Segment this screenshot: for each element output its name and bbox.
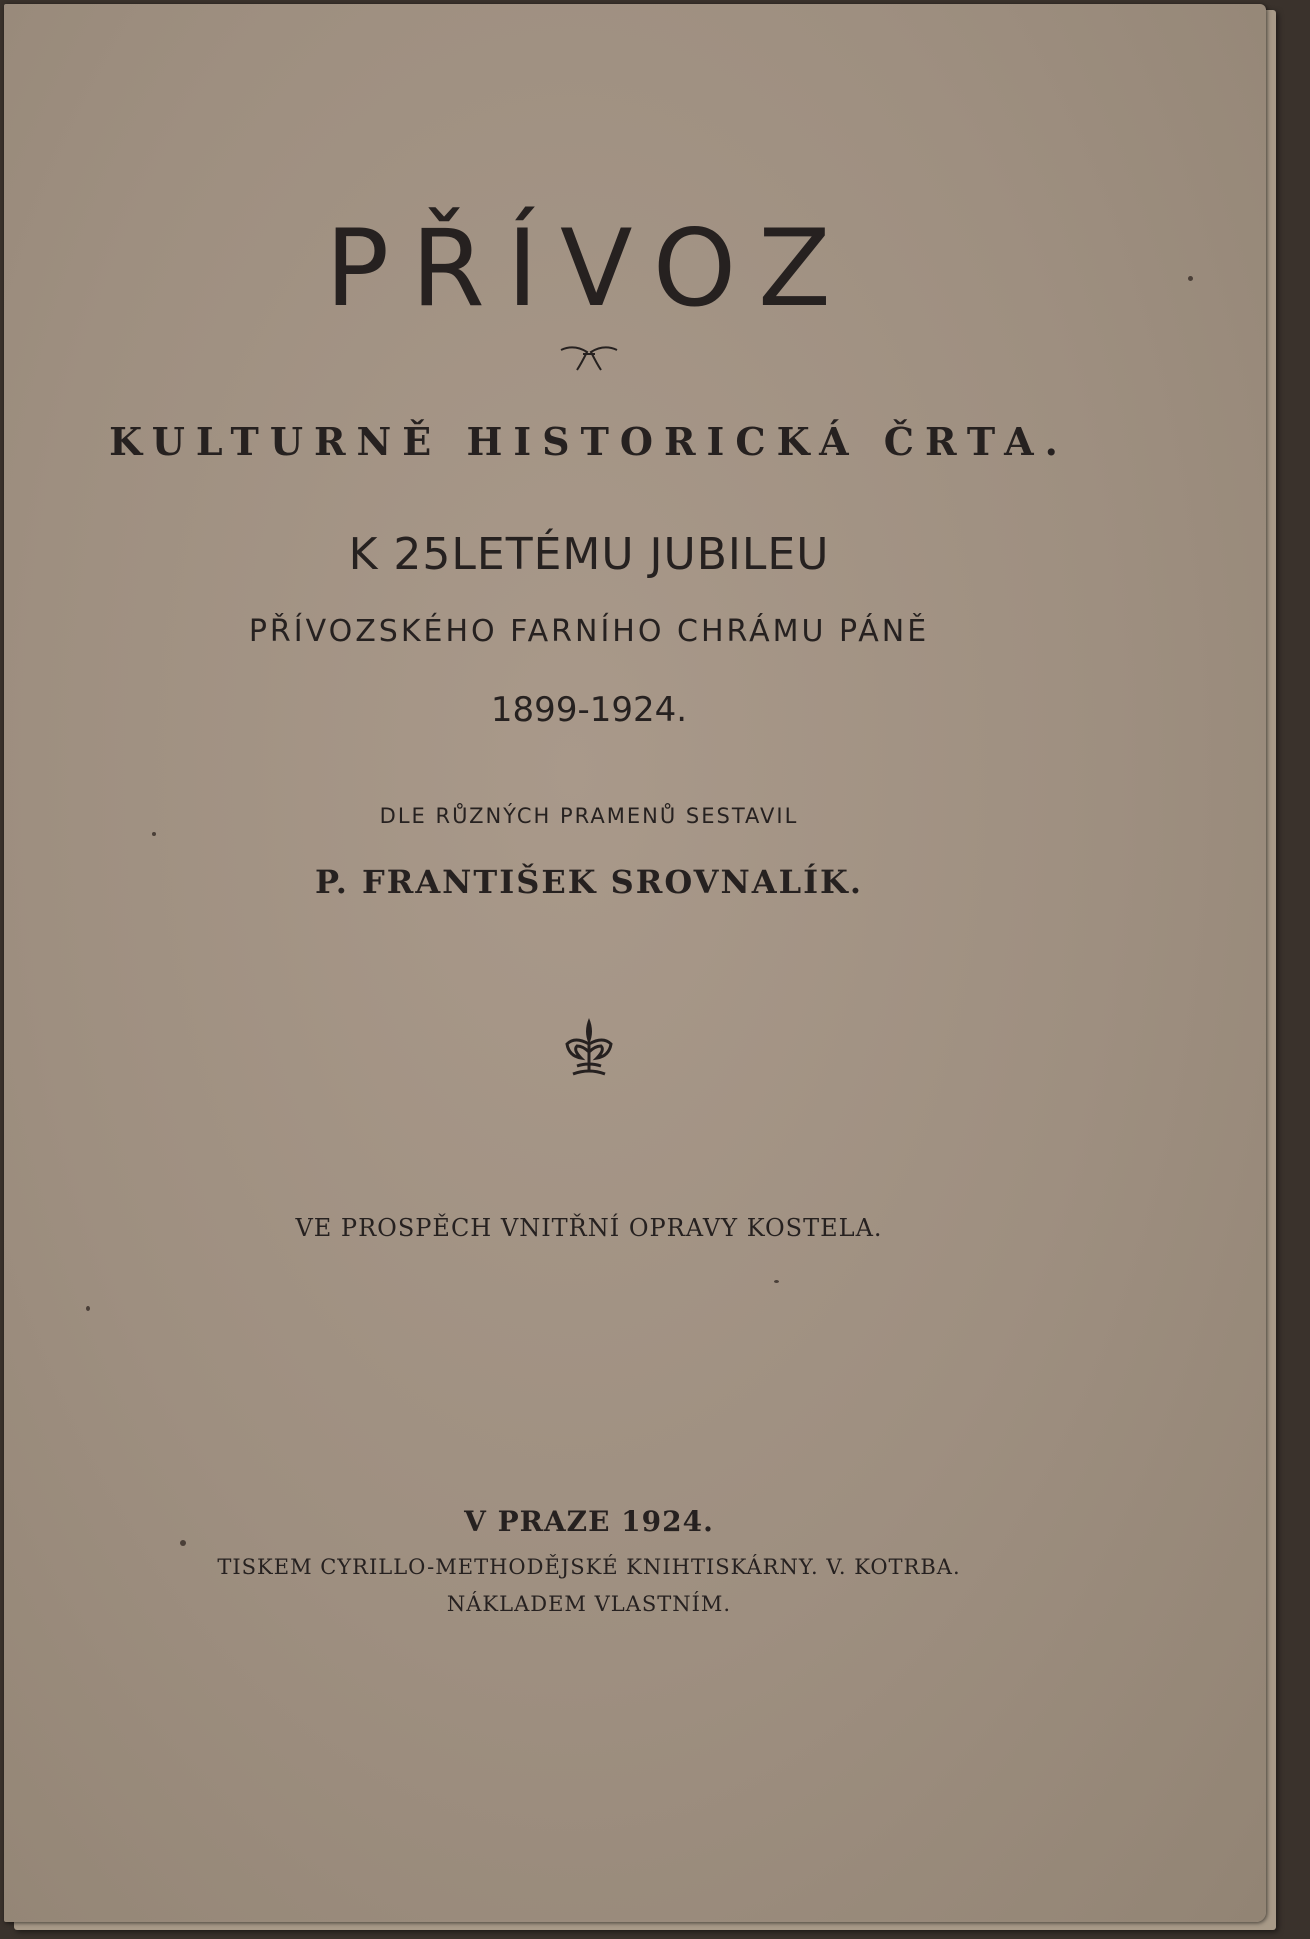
author-name: P. FRANTIŠEK SROVNALÍK. [314, 863, 863, 901]
printer-line: TISKEM CYRILLO-METHODĚJSKÉ KNIHTISKÁRNY. V. KOTRBA. [217, 1555, 961, 1579]
jubilee-line: K 25LETÉMU JUBILEU [348, 529, 830, 580]
church-line: PŘÍVOZSKÉHO FARNÍHO CHRÁMU PÁNĚ [248, 614, 930, 649]
paper-speck [152, 832, 156, 836]
paper-speck [180, 1540, 186, 1546]
paper-speck [86, 1306, 90, 1311]
years-line: 1899-1924. [490, 690, 688, 730]
place-year: V PRAZE 1924. [464, 1505, 714, 1538]
publisher-line: NÁKLADEM VLASTNÍM. [446, 1592, 732, 1616]
paper-speck [1188, 276, 1193, 281]
cover-subtitle: KULTURNĚ HISTORICKÁ ČRTA. [109, 419, 1069, 464]
swash-ornament-icon [4, 342, 1174, 376]
book-cover [4, 4, 1266, 1922]
lily-ornament-icon [4, 1014, 1174, 1084]
paper-speck [774, 1280, 779, 1283]
cover-title: PŘÍVOZ [325, 207, 853, 330]
compiled-by-line: DLE RŮZNÝCH PRAMENŮ SESTAVIL [379, 804, 799, 828]
purpose-line: VE PROSPĚCH VNITŘNÍ OPRAVY KOSTELA. [295, 1214, 883, 1242]
